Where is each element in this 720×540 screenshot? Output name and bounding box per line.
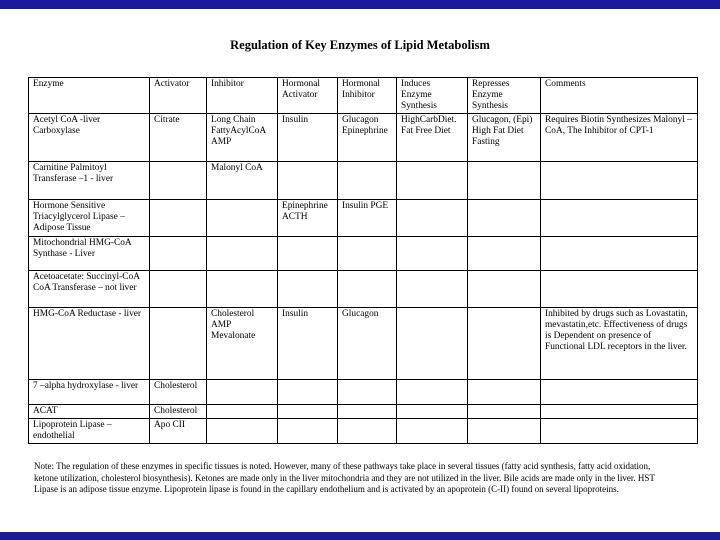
cell-represses [468, 419, 541, 444]
cell-induces [397, 405, 468, 419]
cell-comments: Inhibited by drugs such as Lovastatin, mevastatin,etc. Effectiveness of drugs is Dependent on presence of Functional LDL receptors in the liver. [541, 308, 698, 380]
cell-enzyme: Lipoprotein Lipase – endothelial [29, 419, 150, 444]
cell-represses [468, 271, 541, 308]
cell-activator [150, 271, 207, 308]
cell-activator [150, 308, 207, 380]
cell-enzyme: Carnitine Palmitoyl Transferase –1 - liver [29, 162, 150, 200]
table-row [29, 271, 698, 308]
cell-induces: HighCarbDiet. Fat Free Diet [397, 114, 468, 162]
cell-hormonal-inhibitor: Insulin PGE [338, 200, 397, 237]
cell-represses: Glucagon, (Epi) High Fat Diet Fasting [468, 114, 541, 162]
cell-inhibitor: Long Chain FattyAcylCoA AMP [207, 114, 278, 162]
cell-comments [541, 271, 698, 308]
cell-represses [468, 308, 541, 380]
cell-enzyme: Acetoacetate: Succinyl-CoA CoA Transferase – not liver [29, 271, 150, 308]
header-induces-synthesis: Induces Enzyme Synthesis [397, 78, 468, 114]
cell-hormonal-activator [278, 380, 338, 405]
cell-inhibitor: Cholesterol AMP Mevalonate [207, 308, 278, 380]
enzyme-regulation-table [28, 77, 698, 444]
cell-activator [150, 200, 207, 237]
cell-hormonal-activator [278, 405, 338, 419]
cell-activator: Cholesterol [150, 380, 207, 405]
cell-hormonal-inhibitor [338, 237, 397, 271]
page-title: Regulation of Key Enzymes of Lipid Metabolism [230, 38, 490, 52]
table-row [29, 308, 698, 380]
cell-inhibitor [207, 419, 278, 444]
header-inhibitor: Inhibitor [207, 78, 278, 114]
table-row [29, 419, 698, 444]
cell-enzyme: 7 –alpha hydroxylase - liver [29, 380, 150, 405]
cell-comments: Requires Biotin Synthesizes Malonyl –CoA, The Inhibitor of CPT-1 [541, 114, 698, 162]
cell-activator: Citrate [150, 114, 207, 162]
table-header-row [29, 78, 698, 114]
header-comments: Comments [541, 78, 698, 114]
header-enzyme: Enzyme [29, 78, 150, 114]
cell-represses [468, 380, 541, 405]
cell-hormonal-activator [278, 162, 338, 200]
cell-hormonal-activator: Insulin [278, 308, 338, 380]
header-hormonal-inhibitor: Hormonal Inhibitor [338, 78, 397, 114]
cell-represses [468, 405, 541, 419]
cell-induces [397, 200, 468, 237]
cell-hormonal-inhibitor [338, 405, 397, 419]
cell-enzyme: ACAT [29, 405, 150, 419]
cell-hormonal-activator: Epinephrine ACTH [278, 200, 338, 237]
cell-represses [468, 162, 541, 200]
header-hormonal-activator: Hormonal Activator [278, 78, 338, 114]
table-row [29, 380, 698, 405]
cell-inhibitor [207, 380, 278, 405]
cell-hormonal-activator [278, 419, 338, 444]
cell-comments [541, 380, 698, 405]
cell-enzyme: Hormone Sensitive Triacylglycerol Lipase – Adipose Tissue [29, 200, 150, 237]
top-accent-band [0, 0, 720, 9]
cell-comments [541, 237, 698, 271]
cell-activator: Cholesterol [150, 405, 207, 419]
cell-activator: Apo CII [150, 419, 207, 444]
header-represses-synthesis: Represses Enzyme Synthesis [468, 78, 541, 114]
header-activator: Activator [150, 78, 207, 114]
cell-enzyme: Acetyl CoA -liver Carboxylase [29, 114, 150, 162]
cell-comments [541, 419, 698, 444]
table-row [29, 237, 698, 271]
table-row [29, 114, 698, 162]
cell-inhibitor [207, 271, 278, 308]
cell-activator [150, 162, 207, 200]
cell-hormonal-activator: Insulin [278, 114, 338, 162]
table-row [29, 200, 698, 237]
cell-inhibitor [207, 237, 278, 271]
cell-induces [397, 419, 468, 444]
cell-comments [541, 405, 698, 419]
footnote: Note: The regulation of these enzymes in specific tissues is noted. However, many of these pathways take place in several tissues (fatty acid synthesis, fatty acid oxidation, ketone utilization, cholesterol biosynthesis). Ketones are made only in the liver mitochondria and they are not utilized in the liver. Bile acids are made only in the liver. HST Lipase is an adipose tissue enzyme. Lipoprotein lipase is found in the capillary endothelium and is activated by an apoprotein (C-II) found on several lipoproteins. [34, 461, 655, 495]
cell-hormonal-activator [278, 271, 338, 308]
cell-represses [468, 200, 541, 237]
cell-hormonal-inhibitor [338, 162, 397, 200]
cell-induces [397, 308, 468, 380]
cell-comments [541, 162, 698, 200]
cell-enzyme: Mitochondrial HMG-CoA Synthase - Liver [29, 237, 150, 271]
cell-hormonal-inhibitor [338, 419, 397, 444]
cell-activator [150, 237, 207, 271]
table-row [29, 162, 698, 200]
cell-induces [397, 237, 468, 271]
cell-hormonal-inhibitor: Glucagon Epinephrine [338, 114, 397, 162]
bottom-accent-band [0, 532, 720, 540]
cell-inhibitor: Malonyl CoA [207, 162, 278, 200]
cell-enzyme: HMG-CoA Reductase - liver [29, 308, 150, 380]
cell-induces [397, 162, 468, 200]
cell-hormonal-inhibitor [338, 380, 397, 405]
cell-induces [397, 380, 468, 405]
cell-inhibitor [207, 405, 278, 419]
cell-inhibitor [207, 200, 278, 237]
cell-hormonal-activator [278, 237, 338, 271]
cell-hormonal-inhibitor [338, 271, 397, 308]
table-row [29, 405, 698, 419]
cell-induces [397, 271, 468, 308]
cell-represses [468, 237, 541, 271]
cell-hormonal-inhibitor: Glucagon [338, 308, 397, 380]
cell-comments [541, 200, 698, 237]
